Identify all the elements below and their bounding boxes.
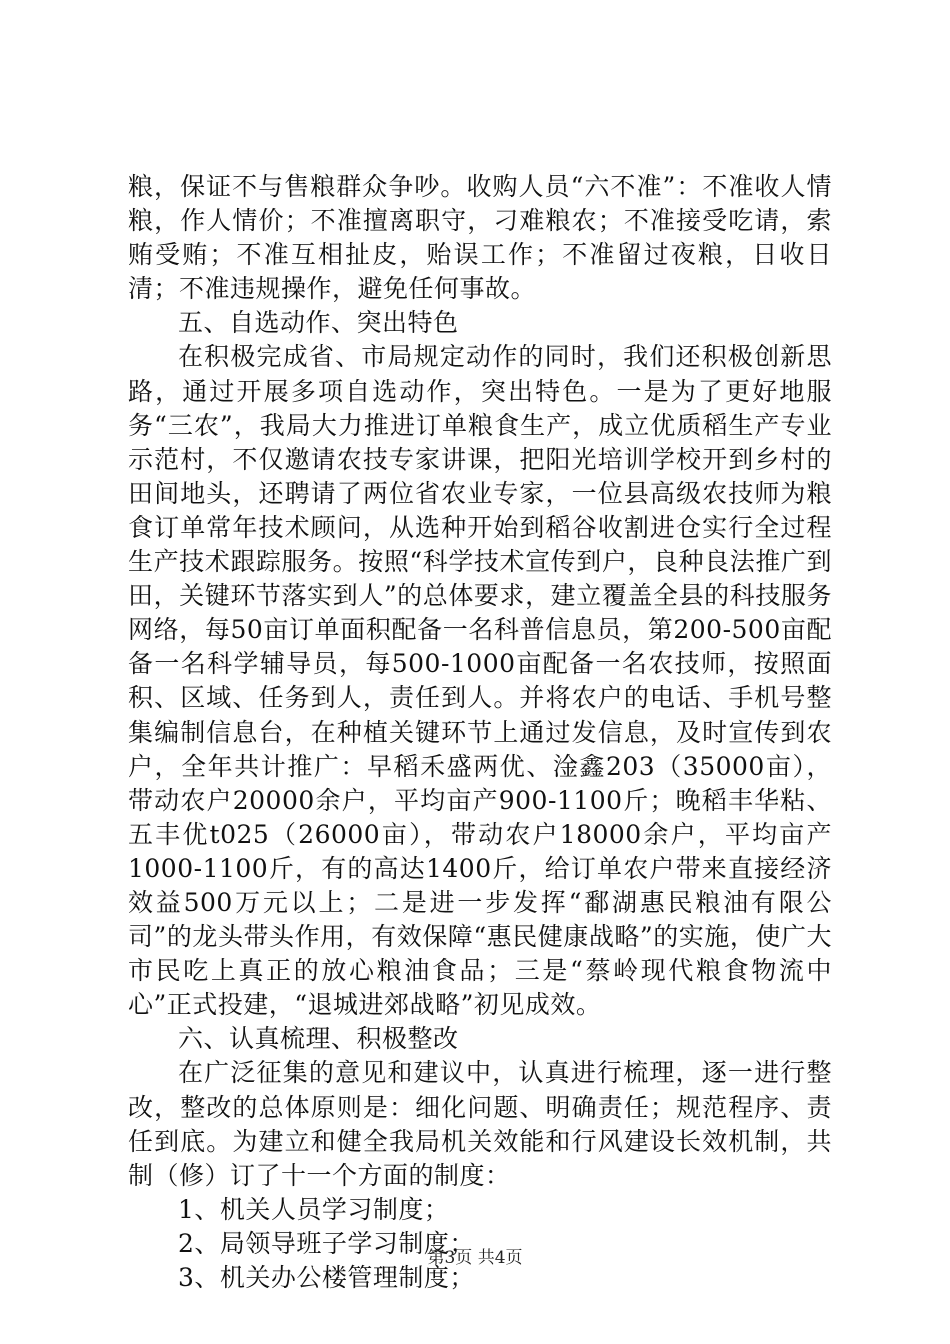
page-footer: 第3页 共4页	[427, 1248, 523, 1268]
list-item-2: 2、局领导班子学习制度；	[178, 1228, 475, 1258]
list-item-3: 3、机关办公楼管理制度；	[178, 1263, 475, 1292]
section-heading-5: 五、自选动作、突出特色	[178, 308, 459, 338]
list-item-1: 1、机关人员学习制度；	[178, 1194, 450, 1224]
section-heading-6: 六、认真梳理、积极整改	[178, 1024, 459, 1054]
paragraph-section-5: 在积极完成省、市局规定动作的同时，我们还积极创新思路，通过开展多项自选动作，突出特色。一是为了更好地服务“三农”，我局大力推进订单粮食生产，成立优质稻生产专业示范村，不仅邀请农技专家讲课，把阳光培训学校开到乡村的田间地头，还聘请了两位省农业专家，一位县高级农技师为粮食订单常年技术顾问，从选种开始到稻谷收割进仓实行全过程生产技术跟踪服务。按照“科学技术宣传到户，良种良法推广到田，关键环节落实到人”的总体要求，建立覆盖全县的科技服务网络，每50亩订单面积配备一名科普信息员，第200-500亩配备一名科学辅导员，每500-1000亩配备一名农技师，按照面积、区域、任务到人，责任到人。并将农户的电话、手机号整集编制信息台，在种植关键环节上通过发信息，及时宣传到农户，全年共计推广：早稻禾盛两优、淦鑫203（35000亩），带动农户20000余户，平均亩产900-1100斤；晚稻丰华粘、五丰优t025（26000亩），带动农户18000余户，平均亩产1000-1100斤，有的高达1400斤，给订单农户带来直接经济效益500万元以上；二是进一步发挥“鄱湖惠民粮油有限公司”的龙头带头作用，有效保障“惠民健康战略”的实施，使广大市民吃上真正的放心粮油食品；三是“蔡岭现代粮食物流中心”正式投建，“退城进郊战略”初见成效。	[128, 342, 832, 1020]
paragraph-continuation: 粮，保证不与售粮群众争吵。收购人员“六不准”：不准收人情粮，作人情价；不准擅离职守，刁难粮农；不准接受吃请，索贿受贿；不准互相扯皮，贻误工作；不准留过夜粮，日收日清；不准违规操作，避免任何事故。	[128, 172, 832, 304]
paragraph-section-6: 在广泛征集的意见和建议中，认真进行梳理，逐一进行整改，整改的总体原则是：细化问题、明确责任；规范程序、责任到底。为建立和健全我局机关效能和行风建设长效机制，共制（修）订了十一个方面的制度：	[128, 1058, 832, 1190]
document-body	[128, 170, 832, 1295]
